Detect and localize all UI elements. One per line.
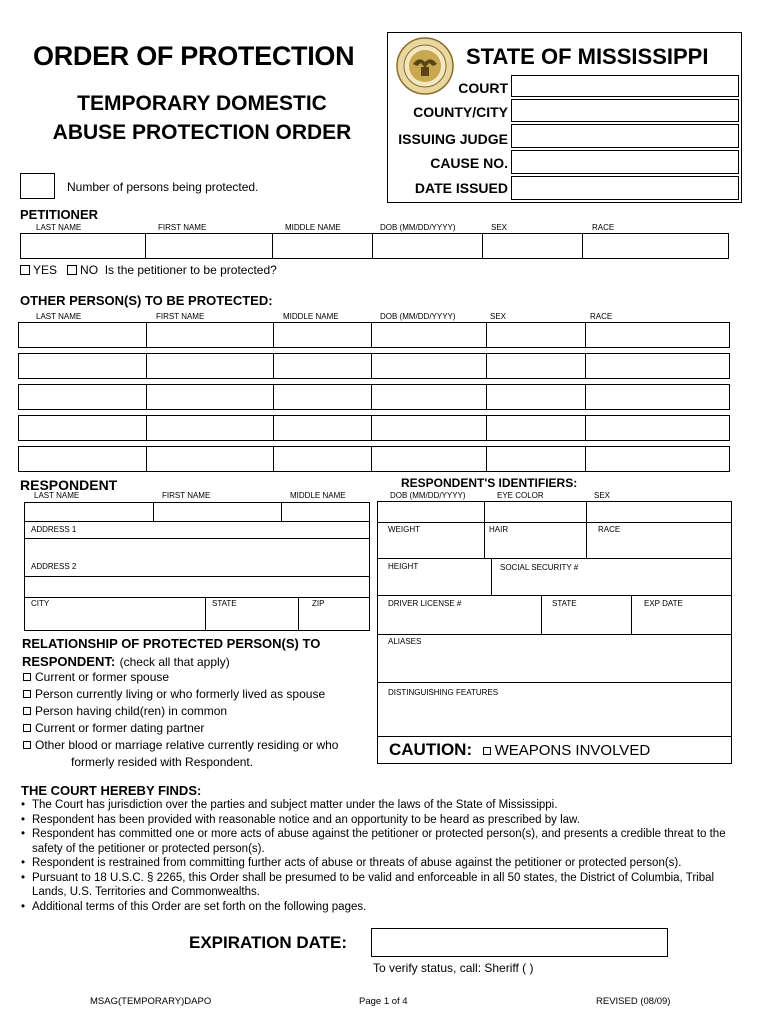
petitioner-dob-field[interactable] [372,233,483,259]
respondent-col-middle: MIDDLE NAME [290,491,346,500]
others-col-dob: DOB (MM/DD/YYYY) [380,312,456,321]
petitioner-col-sex: SEX [491,223,508,232]
others-col-sex: SEX [490,312,507,321]
date-issued-field[interactable] [511,176,739,200]
identifiers-heading: RESPONDENT'S IDENTIFIERS: [401,476,578,490]
footer-revised: REVISED (08/09) [596,996,671,1007]
driver-license-label: DRIVER LICENSE # [388,599,462,608]
state-seal-icon [395,36,455,96]
page-title: ORDER OF PROTECTION [33,41,355,71]
others-col-first: FIRST NAME [156,312,205,321]
identifier-col-dob: DOB (MM/DD/YYYY) [390,491,466,500]
other-person-cell[interactable] [146,353,274,379]
other-person-cell[interactable] [273,384,372,410]
other-person-cell[interactable] [146,384,274,410]
protected-question-text: Is the petitioner to be protected? [104,263,277,277]
relationship-hint: (check all that apply) [119,655,230,669]
petitioner-row [20,233,729,259]
no-checkbox[interactable] [67,265,77,275]
yes-checkbox[interactable] [20,265,30,275]
identifier-eye-field[interactable] [484,501,587,523]
finding-item: • Respondent is restrained from committing further acts of abuse or threats of abuse against the petitioner or protected person(s). [20,856,750,871]
date-issued-label: DATE ISSUED [414,180,508,196]
caution-label: CAUTION: [389,740,473,759]
identifier-sex-field[interactable] [586,501,732,523]
others-table [18,322,729,466]
county-label: COUNTY/CITY [413,104,508,120]
height-label: HEIGHT [388,562,419,571]
expiration-label: EXPIRATION DATE: [189,933,348,952]
yes-label: YES [33,263,58,277]
petitioner-middle-field[interactable] [272,233,373,259]
other-person-cell[interactable] [486,384,586,410]
aliases-label: ALIASES [388,637,422,646]
other-person-cell[interactable] [585,353,730,379]
finding-item: • Additional terms of this Order are set forth on the following pages. [20,900,750,915]
petitioner-col-middle: MIDDLE NAME [285,223,341,232]
respondent-col-first: FIRST NAME [162,491,211,500]
others-heading: OTHER PERSON(S) TO BE PROTECTED: [20,293,273,308]
relationship-option[interactable]: Other blood or marriage relative currently residing or who [23,737,338,754]
caution-line [389,740,650,760]
weapons-checkbox[interactable] [483,747,491,755]
relationship-checkbox[interactable] [23,741,31,749]
other-person-cell[interactable] [585,384,730,410]
court-label: COURT [458,80,508,96]
other-person-cell[interactable] [585,322,730,348]
zip-label: ZIP [312,599,325,608]
petitioner-col-last: LAST NAME [36,223,82,232]
subtitle-line-1: TEMPORARY DOMESTIC [77,92,327,115]
other-person-cell[interactable] [371,353,487,379]
other-person-cell[interactable] [18,446,147,472]
relationship-checkbox[interactable] [23,724,31,732]
relationship-checkbox[interactable] [23,690,31,698]
hair-label: HAIR [489,525,509,534]
address1-field[interactable] [24,538,370,561]
respondent-heading: RESPONDENT [20,477,118,493]
finding-item: • Respondent has been provided with reasonable notice and an opportunity to be heard as prescribed by law. [20,813,750,828]
others-col-last: LAST NAME [36,312,82,321]
other-person-cell[interactable] [18,384,147,410]
other-person-cell[interactable] [486,446,586,472]
other-person-cell[interactable] [18,322,147,348]
petitioner-sex-field[interactable] [482,233,583,259]
findings-list [20,798,750,914]
petitioner-col-dob: DOB (MM/DD/YYYY) [380,223,456,232]
judge-field[interactable] [511,124,739,148]
other-person-cell[interactable] [273,353,372,379]
petitioner-protected-question [20,263,277,277]
relationship-options [23,669,338,771]
other-person-row [18,446,729,472]
expiration-field[interactable] [371,928,668,957]
cause-field[interactable] [511,150,739,174]
other-person-row [18,322,729,348]
other-person-row [18,384,729,410]
court-field[interactable] [511,75,739,97]
other-person-row [18,353,729,379]
ssn-label: SOCIAL SECURITY # [500,563,579,572]
county-field[interactable] [511,99,739,122]
petitioner-first-field[interactable] [145,233,273,259]
dl-exp-label: EXP DATE [644,599,683,608]
others-col-middle: MIDDLE NAME [283,312,339,321]
identifier-col-eye: EYE COLOR [497,491,544,500]
relationship-checkbox[interactable] [23,707,31,715]
features-label: DISTINGUISHING FEATURES [388,688,499,697]
other-person-cell[interactable] [371,384,487,410]
address2-label: ADDRESS 2 [31,562,77,571]
other-person-row [18,415,729,441]
relationship-option[interactable]: Person currently living or who formerly lived as spouse [23,686,338,703]
other-person-cell[interactable] [18,415,147,441]
other-person-cell[interactable] [146,415,274,441]
other-person-cell[interactable] [273,446,372,472]
other-person-cell[interactable] [273,415,372,441]
race-label: RACE [598,525,621,534]
state-name: STATE OF MISSISSIPPI [466,44,709,69]
relationship-option-continued: formerly resided with Respondent. [71,755,254,769]
finding-item: • Pursuant to 18 U.S.C. § 2265, this Order shall be presumed to be valid and enforceable in all 50 states, the District of Columbia, Tribal Lands, U.S. Territories and Commonwealths. [20,871,750,900]
weight-label: WEIGHT [388,525,420,534]
respondent-col-last: LAST NAME [34,491,80,500]
address2-field[interactable] [24,576,370,598]
no-label: NO [80,263,99,277]
relationship-option[interactable]: Person having child(ren) in common [23,703,338,720]
city-field[interactable] [24,597,206,631]
other-person-cell[interactable] [371,446,487,472]
cause-label: CAUSE NO. [430,155,508,171]
identifier-col-sex: SEX [594,491,611,500]
other-person-cell[interactable] [18,353,147,379]
finding-item: • Respondent has committed one or more acts of abuse against the petitioner or protected person(s), and presents a credible threat to the safety of the petitioner or protected person(s). [20,827,750,856]
petitioner-col-race: RACE [592,223,615,232]
other-person-cell[interactable] [371,415,487,441]
other-person-cell[interactable] [486,322,586,348]
verify-status-text: To verify status, call: Sheriff ( ) [373,961,534,975]
findings-heading: THE COURT HEREBY FINDS: [21,783,202,798]
weapons-label: WEAPONS INVOLVED [494,742,651,759]
petitioner-heading: PETITIONER [20,207,99,222]
other-person-cell[interactable] [146,322,274,348]
footer-page-number: Page 1 of 4 [359,996,408,1007]
aliases-field[interactable] [377,634,732,683]
petitioner-race-field[interactable] [582,233,729,259]
relationship-checkbox[interactable] [23,673,31,681]
dl-state-label: STATE [552,599,577,608]
address1-label: ADDRESS 1 [31,525,77,534]
footer-form-id: MSAG(TEMPORARY)DAPO [90,996,212,1007]
other-person-cell[interactable] [371,322,487,348]
relationship-option[interactable]: Current or former dating partner [23,720,338,737]
relationship-option[interactable]: Current or former spouse [23,669,338,686]
identifier-dob-field[interactable] [377,501,485,523]
other-person-cell[interactable] [146,446,274,472]
other-person-cell[interactable] [273,322,372,348]
judge-label: ISSUING JUDGE [398,131,508,147]
other-person-cell[interactable] [585,415,730,441]
relationship-heading-respondent: RESPONDENT: [22,654,116,669]
city-label: CITY [31,599,50,608]
state-label: STATE [212,599,237,608]
petitioner-last-field[interactable] [20,233,146,259]
subtitle-line-2: ABUSE PROTECTION ORDER [52,121,352,144]
finding-item: • The Court has jurisdiction over the parties and subject matter under the laws of the State of Mississippi. [20,798,750,813]
other-person-cell[interactable] [486,415,586,441]
other-person-cell[interactable] [585,446,730,472]
relationship-heading: RELATIONSHIP OF PROTECTED PERSON(S) TO [22,636,321,651]
zip-field[interactable] [298,597,370,631]
persons-count-label: Number of persons being protected. [67,180,259,194]
persons-count-field[interactable] [20,173,55,199]
others-col-race: RACE [590,312,613,321]
petitioner-col-first: FIRST NAME [158,223,207,232]
other-person-cell[interactable] [486,353,586,379]
